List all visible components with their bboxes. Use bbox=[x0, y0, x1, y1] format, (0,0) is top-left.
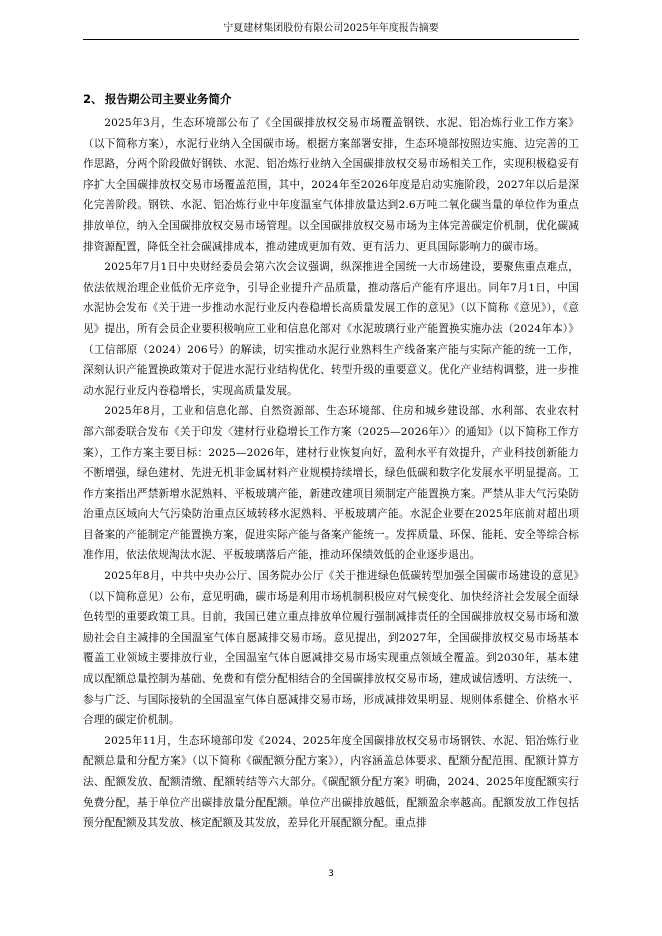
page-header-title: 宁夏建材集团股份有限公司2025年年度报告摘要 bbox=[223, 23, 439, 34]
page-number: 3 bbox=[328, 869, 334, 879]
paragraph-growth-work-plan: 2025年8月，工业和信息化部、自然资源部、生态环境部、住房和城乡建设部、水利部、农业农村部六部委联合发布《关于印发〈建材行业稳增长工作方案（2025—2026年）〉的通知》（以下简称工作方案），工作方案主要目标：2025—2026年，建材行业恢复向好，盈利水平有效提升，产业科技创新能力不断增强，绿色建材、先进无机非金属材料产业规模持续增长，绿色低碳和数字化发展水平明显提高。工作方案指出严禁新增水泥熟料、平板玻璃产能，新建改建项目须制定产能置换方案。严禁从非大气污染防治重点区域向大气污染防治重点区域转移水泥熟料、平板玻璃产能。水泥企业要在2025年底前对超出项目备案的产能制定产能置换方案，促进实际产能与备案产能统一。发挥质量、环保、能耗、安全等综合标准作用，依法依规淘汰水泥、平板玻璃落后产能，推动环保绩效低的企业逐步退出。 bbox=[83, 405, 579, 562]
paragraph-green-transition-opinion: 2025年8月，中共中央办公厅、国务院办公厅《关于推进绿色低碳转型加强全国碳市场建设的意见》（以下简称意见）公布，意见明确，碳市场是利用市场机制积极应对气候变化、加快经济社会发展全面绿色转型的重要政策工具。目前，我国已建立重点排放单位履行强制减排责任的全国碳排放权交易市场和激励社会自主减排的全国温室气体自愿减排交易市场。意见提出，到2027年，全国碳排放权交易市场基本覆盖工业领域主要排放行业，全国温室气体自愿减排交易市场实现重点领域全覆盖。到2030年，基本建成以配额总量控制为基础、免费和有偿分配相结合的全国碳排放权交易市场，建成诚信透明、方法统一、参与广泛、与国际接轨的全国温室气体自愿减排交易市场，形成减排效果明显、规则体系健全、价格水平合理的碳定价机制。 bbox=[83, 570, 579, 727]
section-heading bbox=[83, 89, 579, 109]
paragraph-carbon-market-plan: 2025年3月，生态环境部公布了《全国碳排放权交易市场覆盖钢铁、水泥、铝冶炼行业工作方案》（以下简称方案），水泥行业纳入全国碳市场。根据方案部署安排，生态环境部按照边实施、边完善的工作思路，分两个阶段做好钢铁、水泥、铝冶炼行业纳入全国碳排放权交易市场相关工作，实现积极稳妥有序扩大全国碳排放权交易市场覆盖范围，其中，2024年至2026年度是启动实施阶段，2027年以后是深化完善阶段。钢铁、水泥、铝冶炼行业中年度温室气体排放量达到2.6万吨二氧化碳当量的单位作为重点排放单位，纳入全国碳排放权交易市场管理。以全国碳排放权交易市场为主体完善碳定价机制，优化碳减排资源配置，降低全社会碳减排成本，推动建成更加有效、更有活力、更具国际影响力的碳市场。 bbox=[83, 117, 579, 253]
section-title: 报告期公司主要业务简介 bbox=[105, 92, 232, 106]
section-number: 2、 bbox=[83, 92, 103, 106]
header-divider bbox=[83, 39, 579, 40]
paragraph-quota-allocation: 2025年11月，生态环境部印发《2024、2025年度全国碳排放权交易市场钢铁、水泥、铝冶炼行业配额总量和分配方案》（以下简称《碳配额分配方案》），内容涵盖总体要求、配额分配范围、配额计算方法、配额发放、配额清缴、配额转结等六大部分。《碳配额分配方案》明确，2024、2025年度配额实行免费分配，基于单位产出碳排放量分配配额。单位产出碳排放越低，配额盈余率越高。配额发放工作包括预分配配额及其发放、核定配额及其发放，差异化开展配额分配。重点排 bbox=[83, 734, 579, 830]
page-body bbox=[83, 89, 579, 834]
paragraph-anti-involution: 2025年7月1日中央财经委员会第六次会议强调，纵深推进全国统一大市场建设，要聚焦重点难点，依法依规治理企业低价无序竞争，引导企业提升产品质量，推动落后产能有序退出。同年7月1日，中国水泥协会发布《关于进一步推动水泥行业反内卷稳增长高质量发展工作的意见》（以下简称《意见》），《意见》提出，所有会员企业要积极响应工业和信息化部对《水泥玻璃行业产能置换实施办法（2024年本）》（工信部原（2024）206号）的解读，切实推动水泥行业熟料生产线备案产能与实际产能的统一工作，深刻认识产能置换政策对于促进水泥行业结构优化、转型升级的重要意义。优化产业结构调整，进一步推动水泥行业反内卷稳增长，实现高质量发展。 bbox=[83, 261, 579, 397]
